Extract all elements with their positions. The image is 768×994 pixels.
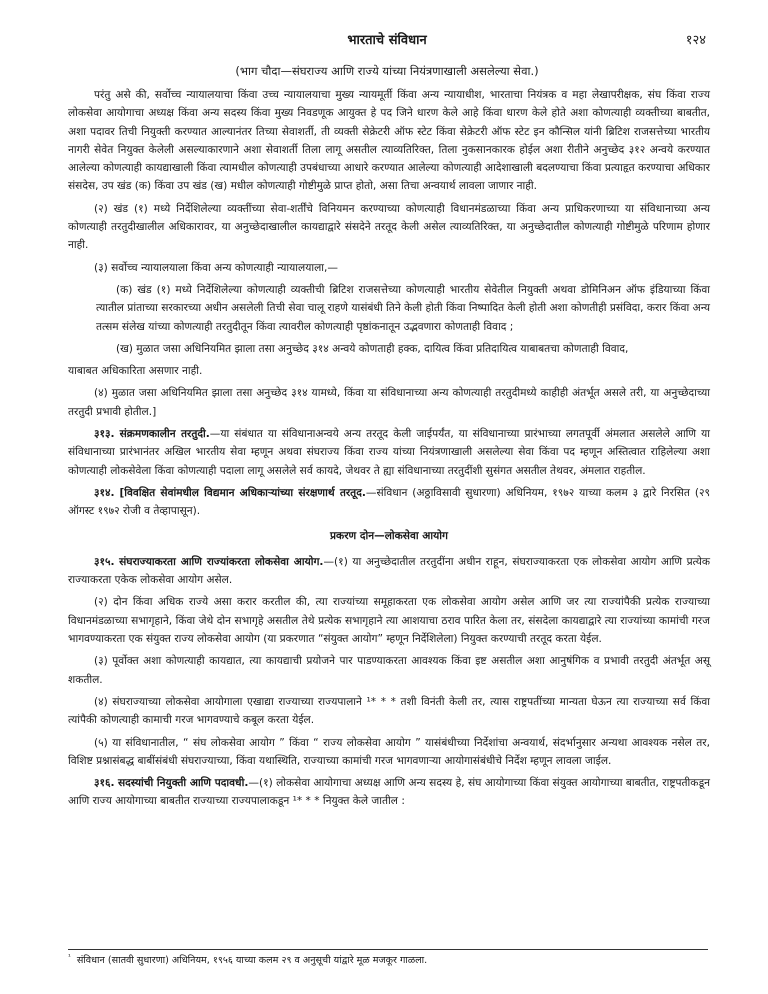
page-header <box>68 28 706 50</box>
footnote-divider <box>68 949 708 950</box>
article-315-heading: संघराज्याकरता आणि राज्यांकरता लोकसेवा आयोग. <box>119 555 324 568</box>
article-316-heading: सदस्यांची नियुक्ती आणि पदावधी. <box>117 777 249 790</box>
clause-3-closing: याबाबत अधिकारिता असणार नाही. <box>68 365 203 378</box>
chapter-heading: प्रकरण दोन—लोकसेवा आयोग <box>330 529 448 542</box>
article-314-number: ३१४. <box>94 486 115 499</box>
subclause-b-paragraph: (ख) मुळात जसा अधिनियमित झाला तसा अनुच्छेद ३१४ अन्वये कोणताही हक्क, दायित्व किंवा प्रतिदायित्व याबाबतचा कोणताही विवाद, <box>116 342 629 355</box>
part-subheading: (भाग चौदा—संघराज्य आणि राज्ये यांच्या नियंत्रणाखाली असलेल्या सेवा.) <box>235 64 539 78</box>
article-315-number: ३१५. <box>94 555 115 568</box>
article-314-heading: [विवक्षित सेवांमधील विद्यमान अधिकाऱ्यांच्या संरक्षणार्थ तरतूद. <box>119 486 366 499</box>
clause-4-paragraph: (४) मुळात जसा अधिनियमित झाला तसा अनुच्छेद ३१४ यामध्ये, किंवा या संविधानाच्या अन्य कोणत्याही तरतुदीमध्ये काहीही अंतर्भूत असले तरी, या अनुच्छेदाच्या तरतुदी प्रभावी होतील.] <box>68 387 710 418</box>
proviso-paragraph: परंतु असे की, सर्वोच्च न्यायालयाचा किंवा उच्च न्यायालयाचा मुख्य न्यायमूर्ती किंवा अन्य न्यायाधीश, भारताचा नियंत्रक व महा लेखापरीक्षक, संघ किंवा राज्य लोकसेवा आयोगाचा अध्यक्ष किंवा अन्य सदस्य किंवा मुख्य निवडणूक आयुक्त हे पद जिने धारण केले आहे किंवा धारण केले होते अशा कोणत्याही व्यक्तीच्या बाबतीत, अशा पदावर तिची नियुक्ती करण्यात आल्यानंतर तिच्या सेवाशर्ती, ती व्यक्ती सेक्रेटरी ऑफ स्टेट किंवा सेक्रेटरी ऑफ स्टेट इन कौन्सिल यांनी ब्रिटिश राजसत्तेच्या भारतीय नागरी सेवेत नियुक्त केलेली असल्याकारणाने अशा सेवाशर्ती तिला लागू असतील त्याव्यतिरिक्त, तिला नुकसानकारक होईल अशा रीतीने अनुच्छेद ३१२ अन्वये करण्यात आलेल्या कोणत्याही कायद्याखाली किंवा त्यामधील कोणत्याही उपबंधाच्या आधारे करण्यात आलेल्या कोणत्याही आदेशाखाली बदलण्याचा किंवा प्रत्याहृत करण्याचा अधिकार संसदेस, उप खंड (क) किंवा उप खंड (ख) मधील कोणत्याही गोष्टीमुळे प्राप्त होतो, असा तिचा अन्वयार्थ लावला जाणार नाही. <box>68 89 710 193</box>
article-313-heading: संक्रमणकालीन तरतुदी. <box>119 428 210 441</box>
footnote-text: संविधान (सातवी सुधारणा) अधिनियम, १९५६ याच्या कलम २९ व अनुसूची यांद्वारे मूळ मजकूर गाळला. <box>76 955 428 967</box>
article-314-text: —संविधान (अठ्ठाविसावी सुधारणा) अधिनियम, १९७२ याच्या कलम ३ द्वारे निरसित (२९ ऑगस्ट १९७२ रोजी व तेव्हापासून). <box>68 486 710 518</box>
article-315 <box>68 553 710 590</box>
article-316 <box>68 774 710 811</box>
footnote <box>68 953 710 966</box>
article-315-text: —(१) या अनुच्छेदातील तरतुदींना अधीन राहून, संघराज्याकरता एक लोकसेवा आयोग आणि प्रत्येक राज्याकरता एकेक लोकसेवा आयोग असेल. <box>68 555 710 587</box>
document-body <box>68 86 710 815</box>
article-313-text: —या संबंधात या संविधानाअन्वये अन्य तरतूद केली जाईपर्यंत, या संविधानाच्या प्रारंभाच्या लगतपूर्वी अंमलात असलेले आणि या संविधानाच्या प्रारंभानंतर अखिल भारतीय सेवा म्हणून अथवा संघराज्य किंवा राज्य यांच्या नियंत्रणाखाली असलेल्या सेवा किंवा पद म्हणून अस्तित्वात राहिलेल्या अशा कोणत्याही लोकसेवेला किंवा कोणत्याही पदाला लागू असलेले सर्व कायदे, जेथवर ते ह्या संविधानाच्या तरतुदींशी सुसंगत असतील तेथवर, अंमलात राहतील. <box>68 428 710 477</box>
article-315-clause-2: (२) दोन किंवा अधिक राज्ये असा करार करतील की, त्या राज्यांच्या समूहाकरता एक लोकसेवा आयोग असेल आणि जर त्या राज्यांपैकी प्रत्येक राज्याच्या विधानमंडळाच्या सभागृहाने, किंवा जेथे दोन सभागृहे असतील तेथे प्रत्येक सभागृहाने त्या आशयाचा ठराव पारित केला तर, संसदेला कायद्याद्वारे त्या राज्यांच्या कामांची गरज भागवण्याकरता एक संयुक्त राज्य लोकसेवा आयोग (या प्रकरणात “संयुक्त आयोग” म्हणून निर्देशिलेला) नियुक्त करण्याची तरतूद करता येईल. <box>68 596 710 646</box>
clause-2-paragraph: (२) खंड (१) मध्ये निर्देशिलेल्या व्यक्तींच्या सेवा-शर्तींचे विनियमन करण्याच्या कोणत्याही विधानमंडळाच्या किंवा अन्य प्राधिकरणाच्या या संविधानाच्या अन्य कोणत्याही तरतुदीखालील अधिकारावर, या अनुच्छेदाखालील कायद्याद्वारे संसदेने तरतूद केली असेल त्याव्यतिरिक्त, या अनुच्छेदातील कोणत्याही गोष्टीमुळे परिणाम होणार नाही. <box>68 202 710 252</box>
page-number: १२४ <box>685 33 706 48</box>
subclause-a-paragraph: (क) खंड (१) मध्ये निर्देशिलेल्या कोणत्याही व्यक्तीची ब्रिटिश राजसत्तेच्या कोणत्याही भारतीय सेवेतील नियुक्ती अथवा डोमिनिअन ऑफ इंडियाच्या किंवा त्यातील प्रांताच्या सरकारच्या अधीन असलेली तिची सेवा चालू राहणे यासंबंधी तिने केली होती किंवा निष्पादित केली होती अशा कोणतीही प्रसंविदा, करार किंवा अन्य तत्सम संलेख यांच्या कोणत्याही तरतुदीतून किंवा त्यावरील कोणत्याही पृष्ठांकनातून उद्भवणारा कोणताही विवाद ; <box>96 283 710 333</box>
clause-3-paragraph: (३) सर्वोच्च न्यायालयाला किंवा अन्य कोणत्याही न्यायालयाला,— <box>94 261 338 274</box>
article-313-number: ३१३. <box>94 428 115 441</box>
footnote-marker: ¹ <box>68 953 71 961</box>
article-316-text: —(१) लोकसेवा आयोगाचा अध्यक्ष आणि अन्य सदस्य हे, संघ आयोगाच्या किंवा संयुक्त आयोगाच्या बाबतीत, राष्ट्रपतीकडून आणि राज्य आयोगाच्या बाबतीत राज्याच्या राज्यपालाकडून ¹* * * नियुक्त केले जातील : <box>68 777 710 808</box>
article-316-number: ३१६. <box>94 777 115 790</box>
article-314 <box>68 484 710 521</box>
page-title: भारताचे संविधान <box>347 33 427 48</box>
article-313 <box>68 425 710 480</box>
article-315-clause-3: (३) पूर्वोक्त अशा कोणत्याही कायद्यात, त्या कायद्याची प्रयोजने पार पाडण्याकरता आवश्यक किंवा इष्ट असतील अशा आनुषंगिक व प्रभावी तरतुदी अंतर्भूत असू शकतील. <box>68 655 710 686</box>
article-315-clause-5: (५) या संविधानातील, “ संघ लोकसेवा आयोग ” किंवा “ राज्य लोकसेवा आयोग ” यासंबंधीच्या निर्देशांचा अन्वयार्थ, संदर्भानुसार अन्यथा आवश्यक नसेल तर, विशिष्ट प्रश्नासंबद्ध बाबींसंबंधी संघराज्याच्या, किंवा यथास्थिति, राज्याच्या कामांची गरज भागवणाऱ्या आयोगासंबंधीचे निर्देश म्हणून लावला जाईल. <box>68 736 710 767</box>
article-315-clause-4: (४) संघराज्याच्या लोकसेवा आयोगाला एखाद्या राज्याच्या राज्यपालाने ¹* * * तशी विनंती केली तर, त्यास राष्ट्रपतींच्या मान्यता घेऊन त्या राज्याच्या सर्व किंवा त्यांपैकी कोणत्याही कामाची गरज भागवण्याचे कबूल करता येईल. <box>68 695 710 727</box>
